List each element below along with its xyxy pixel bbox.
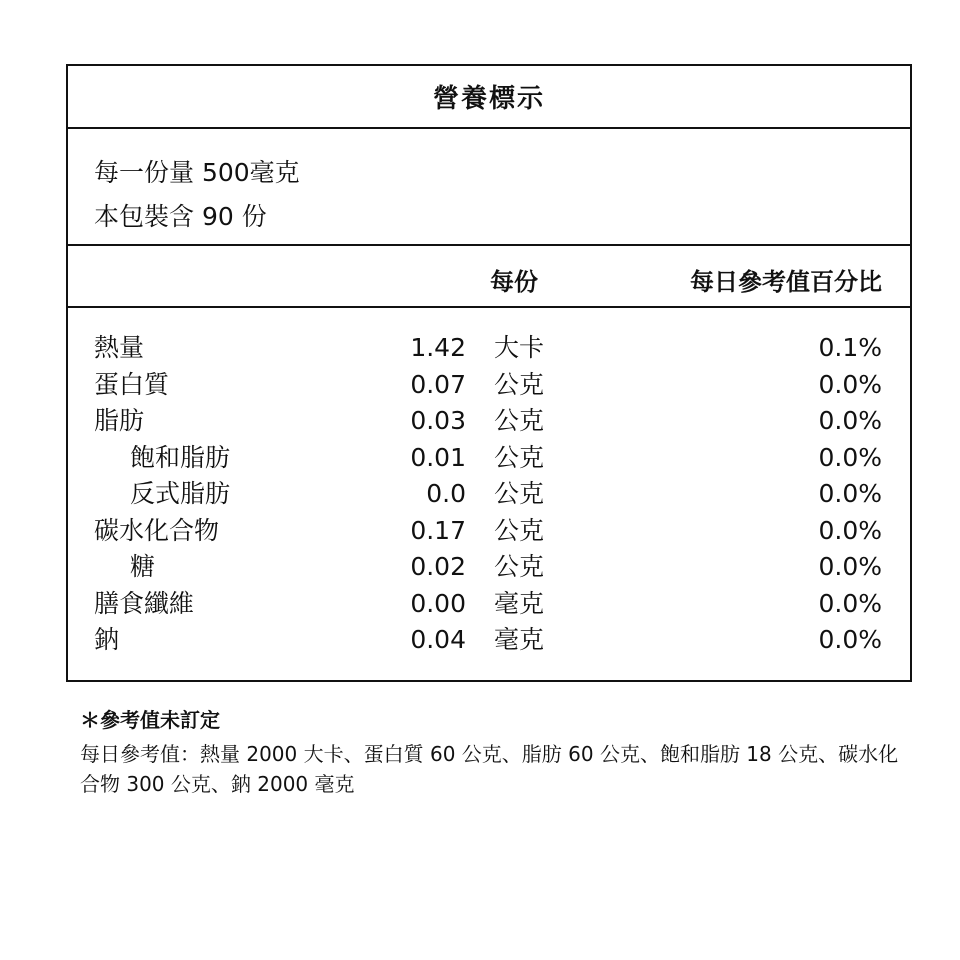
daily-reference-note: 每日參考值：熱量 2000 大卡、蛋白質 60 公克、脂肪 60 公克、飽和脂肪 18 公克、碳水化合物 300 公克、鈉 2000 毫克 — [80, 742, 899, 796]
nutrient-row-trans-fat — [68, 476, 910, 513]
column-header-row — [68, 246, 910, 308]
nutrient-unit: 公克 — [494, 552, 545, 581]
nutrient-daily-value: 0.0% — [818, 442, 882, 472]
nutrient-value: 0.0 — [426, 479, 466, 508]
nutrient-row-dietary-fiber — [68, 586, 910, 623]
nutrient-name: 反式脂肪 — [130, 479, 231, 508]
nutrient-name: 膳食纖維 — [94, 588, 195, 618]
nutrient-name: 糖 — [130, 552, 156, 581]
nutrient-name: 蛋白質 — [94, 369, 170, 399]
nutrient-name: 熱量 — [94, 333, 145, 362]
nutrient-unit: 公克 — [494, 479, 545, 508]
daily-value-header: 每日參考值百分比 — [690, 268, 882, 296]
serving-size: 每一份量 500毫克 — [94, 158, 300, 187]
nutrient-daily-value: 0.0% — [818, 369, 882, 399]
nutrient-row-sugar — [68, 549, 910, 586]
nutrient-name: 碳水化合物 — [94, 515, 220, 545]
nutrient-name: 飽和脂肪 — [130, 442, 231, 472]
nutrition-label — [66, 64, 912, 682]
nutrient-row-saturated-fat — [68, 440, 910, 477]
nutrient-rows — [68, 308, 910, 680]
nutrient-value: 0.02 — [410, 552, 466, 581]
nutrient-row-carbohydrate — [68, 513, 910, 550]
nutrient-value: 0.07 — [410, 369, 466, 399]
nutrient-daily-value: 0.0% — [818, 588, 882, 618]
nutrient-value: 0.17 — [410, 515, 466, 545]
nutrient-unit: 公克 — [494, 406, 545, 435]
nutrient-name: 鈉 — [94, 625, 120, 654]
serving-info — [68, 129, 910, 246]
nutrient-daily-value: 0.0% — [818, 625, 882, 654]
per-serving-header: 每份 — [490, 268, 538, 296]
nutrient-row-protein — [68, 367, 910, 404]
label-title: 營養標示 — [68, 66, 910, 129]
nutrient-unit: 毫克 — [494, 625, 545, 654]
nutrient-value: 0.03 — [410, 406, 466, 435]
reference-undetermined-note: ＊參考值未訂定 — [80, 708, 220, 732]
nutrient-daily-value: 0.1% — [818, 333, 882, 362]
nutrient-value: 0.04 — [410, 625, 466, 654]
nutrient-unit: 公克 — [494, 515, 545, 545]
servings-per-package: 本包裝含 90 份 — [94, 202, 267, 231]
nutrient-unit: 大卡 — [494, 333, 545, 362]
nutrient-daily-value: 0.0% — [818, 479, 882, 508]
nutrient-daily-value: 0.0% — [818, 515, 882, 545]
nutrient-daily-value: 0.0% — [818, 406, 882, 435]
nutrient-name: 脂肪 — [94, 406, 145, 435]
nutrient-value: 0.00 — [410, 588, 466, 618]
label-footnotes — [80, 705, 920, 799]
nutrient-unit: 公克 — [494, 369, 545, 399]
nutrient-unit: 公克 — [494, 442, 545, 472]
nutrient-daily-value: 0.0% — [818, 552, 882, 581]
nutrient-unit: 毫克 — [494, 588, 545, 618]
nutrient-row-sodium — [68, 622, 910, 659]
nutrient-value: 1.42 — [410, 333, 466, 362]
nutrient-row-calories — [68, 330, 910, 367]
nutrient-value: 0.01 — [410, 442, 466, 472]
nutrient-row-fat — [68, 403, 910, 440]
